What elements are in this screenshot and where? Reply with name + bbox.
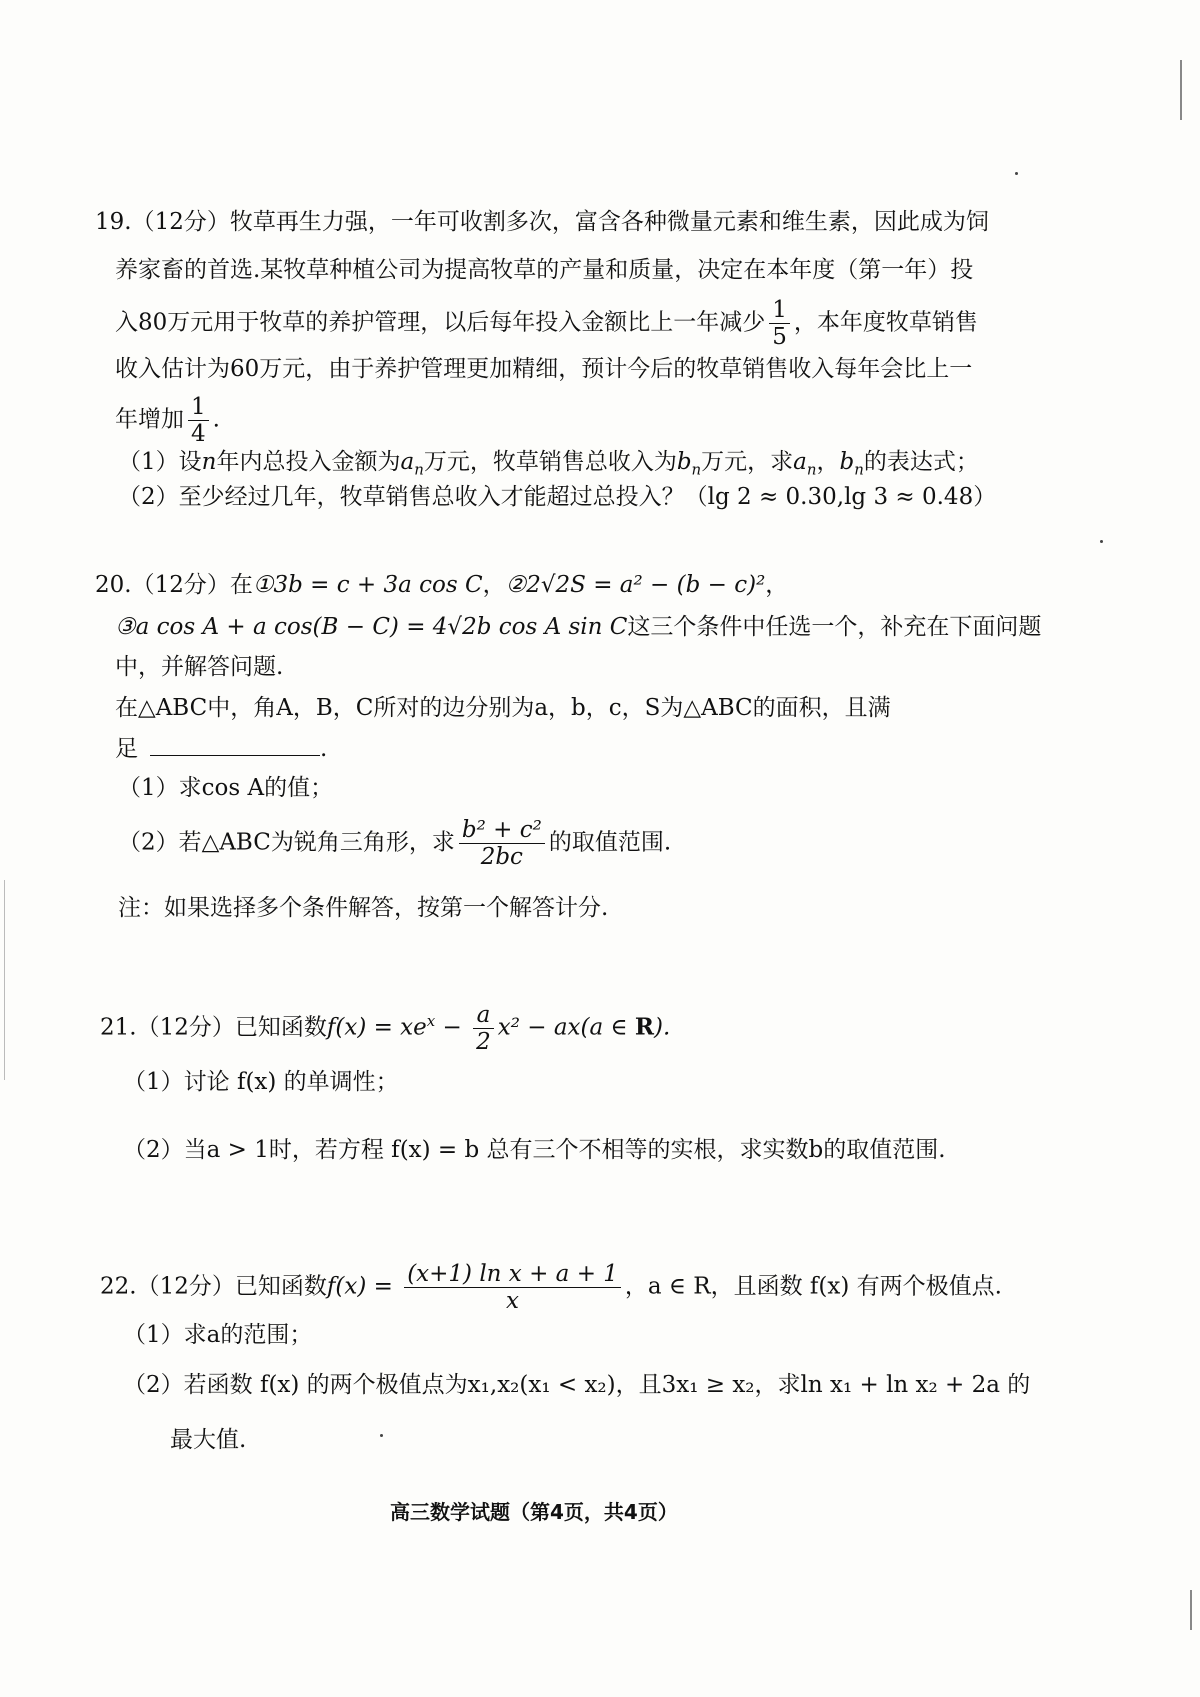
fraction-b2c2-over-2bc — [459, 818, 545, 869]
math-sub-n: n — [414, 460, 424, 479]
math-minus: − — [435, 1014, 470, 1041]
q19-part1 — [118, 447, 1200, 485]
q20-text: 这三个条件中任选一个，补充在下面问题 — [627, 614, 1042, 640]
q19-part2-text: （2）至少经过几年，牧草销售总收入才能超过总投入？（lg 2 ≈ 0.30,lg 3 ≈ 0.48） — [118, 484, 997, 510]
q21-text: 已知函数 — [234, 1014, 327, 1041]
q19-text: 万元，求 — [701, 449, 794, 475]
q20-text: 在 — [229, 572, 253, 598]
q22-line1 — [100, 1262, 1200, 1313]
q20-separator: ， — [765, 572, 789, 598]
q22-part2 — [123, 1370, 1200, 1400]
q22-number: 22. — [100, 1273, 137, 1300]
q19-text: 年增加 — [115, 406, 184, 433]
math-sub-n: n — [806, 460, 817, 479]
q19-text: ， — [816, 449, 840, 475]
footer-text: 高三数学试题（第4页，共4页） — [390, 1500, 678, 1524]
speck — [1100, 540, 1103, 543]
q21-score: （12分） — [136, 1014, 235, 1041]
frac-den: 2 — [476, 1029, 491, 1056]
math-R: R — [634, 1013, 654, 1041]
q19-part1-label: （1）设 — [118, 449, 202, 475]
q20-line3 — [115, 652, 1200, 682]
q19-line5 — [115, 395, 1200, 446]
q19-text: . — [212, 406, 220, 433]
q20-line4 — [115, 693, 1200, 723]
math-b: b — [839, 449, 855, 475]
q19-text: 入80万元用于牧草的养护管理，以后每年投入金额比上一年减少 — [115, 309, 766, 336]
q19-text: 的表达式； — [863, 449, 979, 475]
frac-den: x — [506, 1288, 520, 1315]
math-sub-n: n — [691, 460, 702, 479]
q21-part2-text: （2）当a > 1时，若方程 f(x) = b 总有三个不相等的实根，求实数b的取值范围. — [123, 1137, 946, 1163]
q19-part2 — [118, 482, 1200, 512]
q22-part1 — [123, 1320, 1200, 1350]
math-sub-n: n — [854, 460, 864, 479]
q19-text: ，本年度牧草销售 — [793, 309, 978, 336]
scan-edge-right — [1180, 60, 1182, 120]
math-fx: f(x) = — [326, 1273, 401, 1300]
frac-den: 2bc — [480, 844, 523, 871]
q19-line2 — [115, 255, 1200, 285]
q20-text: 足 — [115, 736, 138, 762]
q20-condition-2: ②2√2S = a² − (b − c)² — [505, 572, 766, 598]
q20-score: （12分） — [131, 572, 230, 598]
q20-text: （2）若△ABC为锐角三角形，求 — [118, 829, 455, 856]
frac-num: b² + c² — [459, 818, 545, 844]
q19-line4 — [115, 354, 1200, 384]
q22-part2-text: 最大值. — [170, 1427, 247, 1453]
q22-part2-text: （2）若函数 f(x) 的两个极值点为x₁,x₂(x₁ < x₂)，且3x₁ ≥ x₂，求ln x₁ + ln x₂ + 2a 的 — [123, 1372, 1031, 1398]
q21-line1 — [100, 1003, 1200, 1054]
answer-blank — [150, 733, 320, 756]
frac-den: 4 — [191, 421, 206, 448]
math-b: b — [676, 449, 692, 475]
q20-note — [118, 893, 1200, 923]
frac-num: a — [473, 1003, 494, 1029]
scan-edge-left — [4, 880, 5, 1080]
q21-part1 — [123, 1067, 1200, 1097]
scan-edge-right-bottom — [1190, 1590, 1192, 1630]
frac-num: 1 — [188, 395, 209, 421]
q22-text: 已知函数 — [234, 1273, 327, 1300]
q19-number: 19. — [95, 209, 132, 235]
frac-den: 5 — [772, 324, 787, 351]
q20-part1 — [118, 773, 1200, 803]
fraction-a-over-2 — [473, 1003, 494, 1054]
q19-text: 年内总投入金额为 — [216, 449, 401, 475]
q22-text: ，a ∈ R，且函数 f(x) 有两个极值点. — [624, 1273, 1002, 1300]
q19-text: 牧草再生力强，一年可收割多次，富含各种微量元素和维生素，因此成为饲 — [229, 209, 989, 235]
q19-line3 — [115, 298, 1200, 349]
q20-line1 — [95, 570, 1200, 600]
frac-num: (x+1) ln x + a + 1 — [404, 1262, 621, 1288]
q20-line5 — [115, 733, 1200, 764]
math-a: a — [793, 449, 807, 475]
speck — [1015, 172, 1018, 175]
q19-text: 万元，牧草销售总收入为 — [423, 449, 677, 475]
q20-line2 — [115, 612, 1200, 642]
math-expr: x² − ax(a ∈ — [497, 1014, 635, 1041]
q19-line1 — [95, 207, 1200, 237]
math-a: a — [400, 449, 415, 475]
math-expr: ). — [653, 1014, 671, 1041]
fraction-one-quarter — [188, 395, 209, 446]
frac-num: 1 — [769, 298, 790, 324]
q20-number: 20. — [95, 572, 132, 598]
q20-condition-1: ①3b = c + 3a cos C — [252, 572, 483, 598]
fraction-one-fifth — [769, 298, 790, 349]
q20-text: 在△ABC中，角A，B，C所对的边分别为a，b，c，S为△ABC的面积，且满 — [115, 695, 891, 721]
q20-text: 的取值范围. — [548, 829, 672, 856]
q22-score: （12分） — [136, 1273, 235, 1300]
q20-note-text: 注：如果选择多个条件解答，按第一个解答计分. — [118, 895, 609, 921]
q21-part2 — [123, 1135, 1200, 1165]
q19-text: 收入估计为60万元，由于养护管理更加精细，预计今后的牧草销售收入每年会比上一 — [115, 356, 973, 382]
q20-condition-3: ③a cos A + a cos(B − C) = 4√2b cos A sin C — [115, 614, 628, 640]
q19-score: （12分） — [131, 209, 230, 235]
q22-part1-text: （1）求a的范围； — [123, 1322, 313, 1348]
fraction-fx — [404, 1262, 621, 1313]
math-n: n — [201, 449, 217, 475]
q22-part2-cont — [170, 1425, 1200, 1455]
q21-number: 21. — [100, 1014, 137, 1041]
q19-text: 养家畜的首选.某牧草种植公司为提高牧草的产量和质量，决定在本年度（第一年）投 — [115, 257, 974, 283]
q21-part1-text: （1）讨论 f(x) 的单调性； — [123, 1069, 399, 1095]
q20-separator: ， — [482, 572, 506, 598]
math-fx: f(x) = xe — [326, 1014, 427, 1041]
q20-text: 中，并解答问题. — [115, 654, 284, 680]
math-sup-x: x — [426, 1011, 436, 1030]
q20-text: . — [320, 736, 328, 762]
q20-part1-text: （1）求cos A的值； — [118, 775, 334, 801]
q20-part2 — [118, 818, 1200, 869]
page-footer — [390, 1497, 1200, 1527]
